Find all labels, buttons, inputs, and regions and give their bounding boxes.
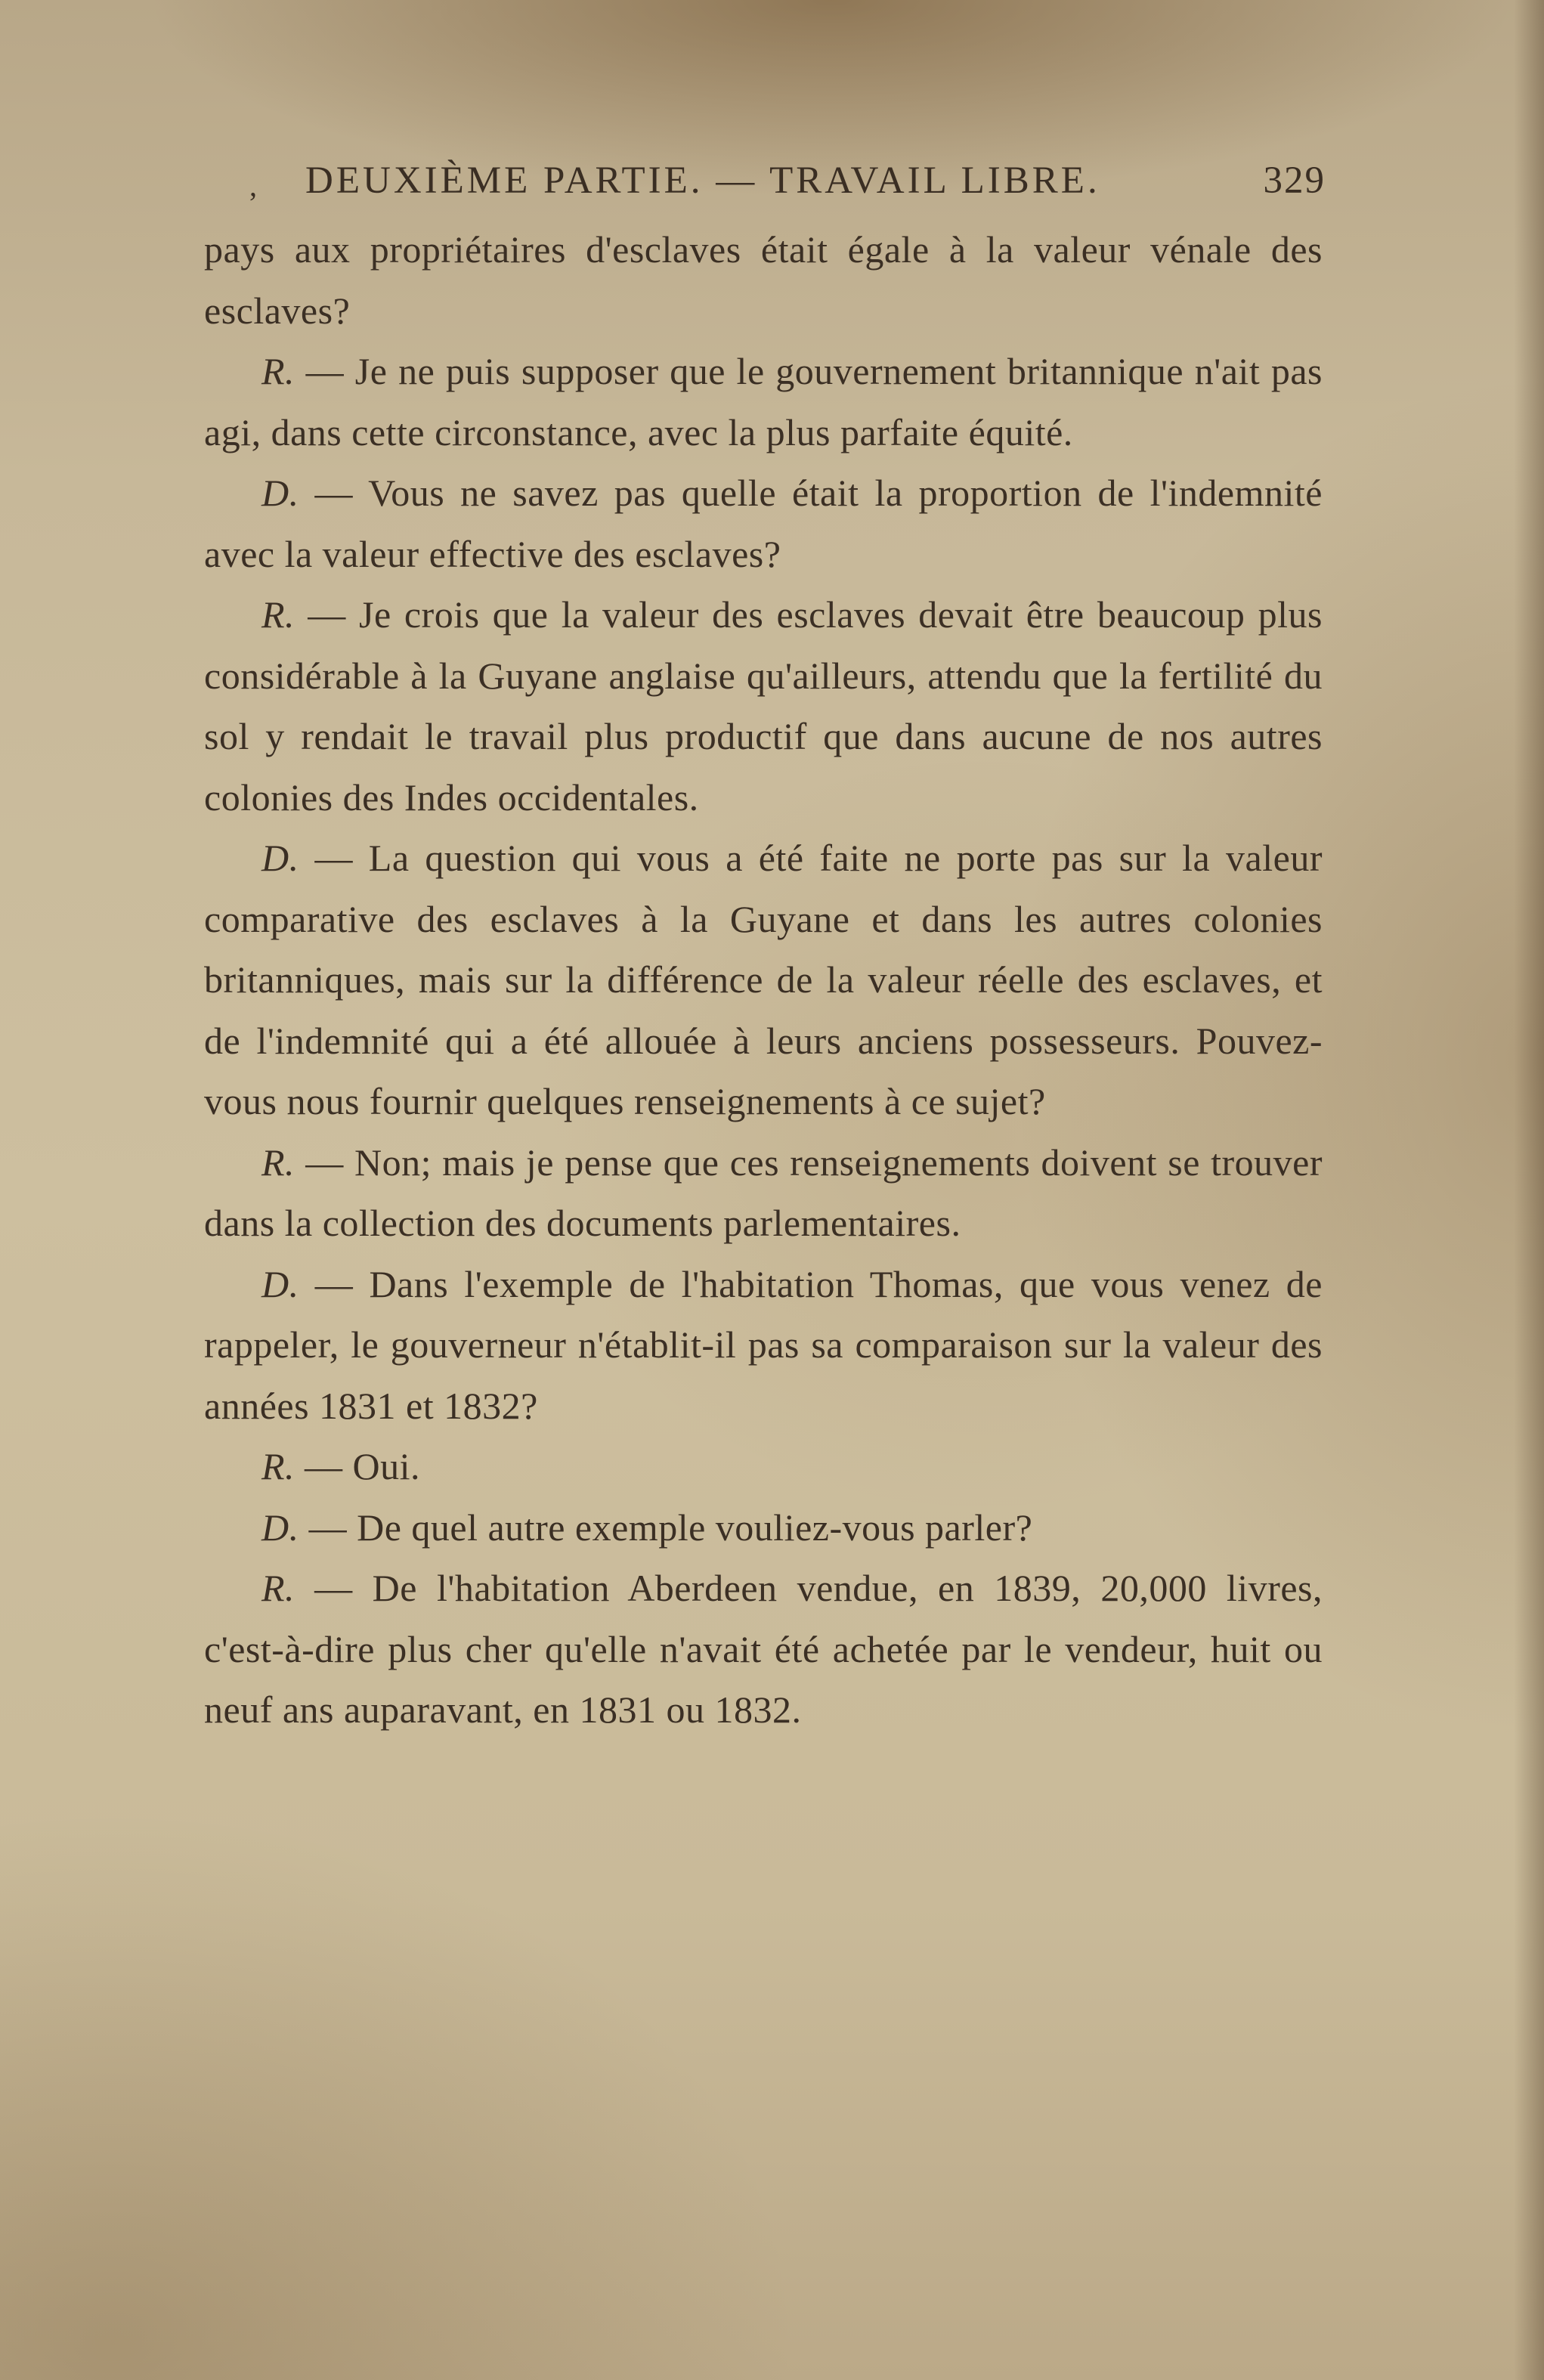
page-body	[204, 219, 1323, 1741]
paragraph-text: — Non; mais je pense que ces renseignements doivent se trouver dans la collection des documents parlementaires.	[204, 1140, 1323, 1244]
speaker-label: R.	[261, 350, 295, 392]
paragraph-question	[204, 463, 1323, 584]
speaker-label: D.	[261, 1262, 299, 1305]
book-page	[204, 159, 1326, 1741]
speaker-label: R.	[261, 1567, 295, 1609]
paragraph-text: — De quel autre exemple vouliez-vous parler?	[299, 1506, 1033, 1549]
speaker-label: D.	[261, 472, 299, 514]
page-edge-shadow	[1514, 0, 1544, 2380]
paragraph-text: — Vous ne savez pas quelle était la proportion de l'indemnité avec la valeur effective des esclaves?	[204, 472, 1323, 575]
paragraph-answer	[204, 1436, 1323, 1497]
paragraph-continuation	[204, 219, 1323, 341]
paragraph-text: — Oui.	[295, 1445, 421, 1487]
paragraph-question	[204, 1254, 1323, 1437]
speaker-label: R.	[261, 1445, 295, 1487]
paragraph-text: — De l'habitation Aberdeen vendue, en 1839, 20,000 livres, c'est-à-dire plus cher qu'elle n'avait été achetée par le vendeur, huit ou neuf ans auparavant, en 1831 ou 1832.	[204, 1567, 1323, 1731]
paragraph-question	[204, 1497, 1323, 1558]
header-title: DEUXIÈME PARTIE. — TRAVAIL LIBRE.	[305, 159, 1100, 202]
paragraph-text: — La question qui vous a été faite ne porte pas sur la valeur comparative des esclaves à la Guyane et dans les autres colonies britanniques, mais sur la différence de la valeur réelle des esclaves, et de l'indemnité qui a été allouée à leurs anciens possesseurs. Pouvez-vous nous fournir quelques renseignements à ce sujet?	[204, 837, 1323, 1122]
paragraph-text: — Je ne puis supposer que le gouvernement britannique n'ait pas agi, dans cette circonstance, avec la plus parfaite équité.	[204, 350, 1323, 453]
paragraph-answer	[204, 1132, 1323, 1254]
paragraph-answer	[204, 584, 1323, 828]
speaker-label: D.	[261, 1506, 299, 1549]
paragraph-question	[204, 828, 1323, 1132]
paragraph-text: pays aux propriétaires d'esclaves était égale à la valeur vénale des esclaves?	[204, 228, 1323, 332]
speaker-label: D.	[261, 837, 299, 879]
running-header	[204, 159, 1326, 219]
paragraph-answer	[204, 1558, 1323, 1741]
speaker-label: R.	[261, 1140, 295, 1184]
paragraph-text: — Dans l'exemple de l'habitation Thomas, que vous venez de rappeler, le gouverneur n'établit-il pas sa comparaison sur la valeur des années 1831 et 1832?	[204, 1262, 1323, 1427]
page-number: 329	[1263, 159, 1326, 202]
paragraph-text: — Je crois que la valeur des esclaves devait être beaucoup plus considérable à la Guyane anglaise qu'ailleurs, attendu que la fertilité du sol y rendait le travail plus productif que dans aucune de nos autres colonies des Indes occidentales.	[204, 593, 1323, 819]
header-mark: ,	[249, 169, 260, 203]
paragraph-answer	[204, 341, 1323, 463]
speaker-label: R.	[261, 593, 295, 636]
